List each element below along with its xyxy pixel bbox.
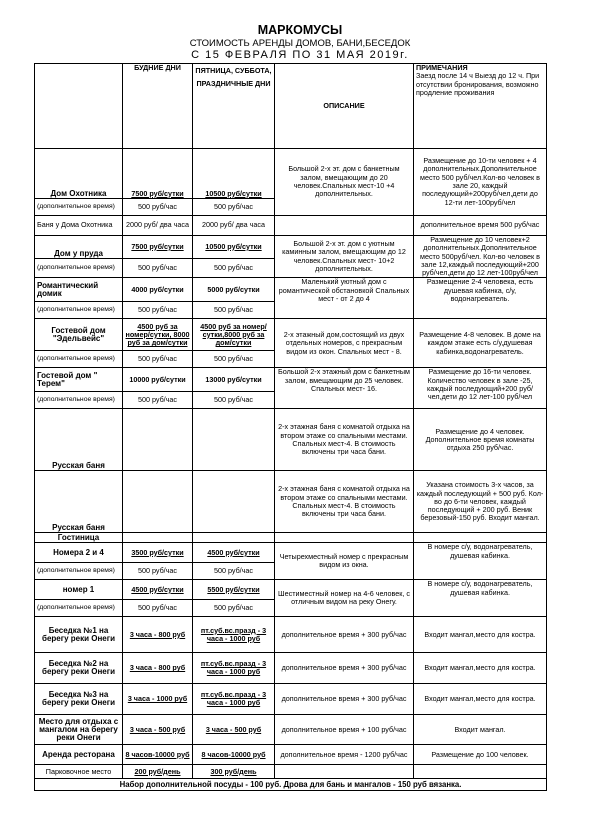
- price-weekend: 5000 руб/сутки: [193, 278, 275, 302]
- price-weekend: 300 руб/день: [193, 765, 275, 779]
- price-weekend: пт.суб.вс.празд - 3 часа - 1000 руб: [193, 684, 275, 715]
- extra-time-label: (дополнительное время): [35, 563, 123, 580]
- row-name: Гостевой дом "Эдельвейс": [35, 319, 123, 351]
- price-weekday-empty: [123, 409, 193, 471]
- row-description: дополнительное время + 300 руб/час: [275, 617, 414, 653]
- extra-time-label: (дополнительное время): [35, 392, 123, 409]
- price-weekday-hour: 500 руб/час: [123, 563, 193, 580]
- row-note: Входит мангал,место для костра.: [414, 653, 547, 684]
- row-description: дополнительное время + 300 руб/час: [275, 653, 414, 684]
- table-row: [35, 278, 547, 302]
- price-weekend-empty: [193, 471, 275, 533]
- price-weekday: 2000 руб/ два часа: [123, 216, 193, 236]
- table-row: [35, 543, 547, 563]
- extra-time-label: (дополнительное время): [35, 600, 123, 617]
- row-name: Беседка №3 на берегу реки Онеги: [35, 684, 123, 715]
- price-weekend-hour: 500 руб/час: [193, 563, 275, 580]
- row-name: Аренда ресторана: [35, 745, 123, 765]
- page-title: МАРКОМУСЫ: [257, 23, 343, 37]
- price-weekend: 2000 руб/ два часа: [193, 216, 275, 236]
- price-table: [34, 63, 547, 791]
- table-row: [35, 580, 547, 600]
- row-name: Номера 2 и 4: [35, 543, 123, 563]
- row-note: Размещение до 100 человек.: [414, 745, 547, 765]
- row-name: Беседка №2 на берегу реки Онеги: [35, 653, 123, 684]
- price-weekday-hour: 500 руб/час: [123, 258, 193, 278]
- table-row: [35, 216, 547, 236]
- table-row: [35, 149, 547, 199]
- price-weekend-hour: 500 руб/час: [193, 600, 275, 617]
- table-row: [35, 745, 547, 765]
- row-note: Размещение до 16-ти человек. Количество человек в зале -25, каждый последующий+200 руб/чел,дети до 12 лет-100 руб/чел: [414, 368, 547, 409]
- row-note: Указана стоимость 3-х часов, за каждый последующий + 500 руб. Кол-во до 6-ти человек, каждый последующий + 200 руб. Веник березовый-150 руб. Входит мангал.: [414, 471, 547, 533]
- table-row: [35, 653, 547, 684]
- row-name: Беседка №1 на берегу реки Онеги: [35, 617, 123, 653]
- row-note: Размещение 2-4 человека, есть душевая кабинка, с/у, водонагреватель.: [414, 278, 547, 319]
- header-weekdays: БУДНИЕ ДНИ: [123, 64, 193, 149]
- row-description: 2-х этажная баня с комнатой отдыха на втором этаже со спальными местами. Спальных мест-4. В стоимость включены три часа бани.: [275, 471, 414, 533]
- price-weekend: 10500 руб/сутки: [193, 149, 275, 199]
- row-name: номер 1: [35, 580, 123, 600]
- table-row: [35, 765, 547, 779]
- price-weekend-hour: 500 руб/час: [193, 302, 275, 319]
- row-description: 2-х этажная баня с комнатой отдыха на втором этаже со спальными местами. Спальных мест-4. В стоимость включены три часа бани.: [275, 409, 414, 471]
- table-row: [35, 368, 547, 392]
- price-weekday: 3 часа - 800 руб: [123, 653, 193, 684]
- price-weekday: 8 часов-10000 руб: [123, 745, 193, 765]
- row-description: Шестиместный номер на 4-6 человек, с отличным видом на реку Онегу.: [275, 580, 414, 617]
- row-description: Большой 2-х этажный дом с банкетным залом, вмещающим до 25 человек. Спальных мест- 16.: [275, 368, 414, 409]
- footer-row: [35, 779, 547, 791]
- price-weekend: пт.суб.вс.празд - 3 часа - 1000 руб: [193, 653, 275, 684]
- price-weekday: 3 часа - 1000 руб: [123, 684, 193, 715]
- price-weekend-hour: 500 руб/час: [193, 199, 275, 216]
- row-note: Размещение 4-8 человек. В доме на каждом этаже есть с/у,душевая кабинка,водонагреватель.: [414, 319, 547, 368]
- row-description: дополнительное время + 100 руб/час: [275, 715, 414, 745]
- extra-time-label: (дополнительное время): [35, 258, 123, 278]
- price-weekend: 13000 руб/сутки: [193, 368, 275, 392]
- row-note: Входит мангал,место для костра.: [414, 684, 547, 715]
- price-weekend: 10500 руб/сутки: [193, 236, 275, 259]
- row-name: Романтический домик: [35, 278, 123, 302]
- table-row: [35, 471, 547, 533]
- price-weekend-empty: [193, 409, 275, 471]
- price-weekday: 3 часа - 800 руб: [123, 617, 193, 653]
- row-note: В номере с/у, водонагреватель, душевая кабинка.: [414, 580, 547, 617]
- price-weekend: 4500 руб/сутки: [193, 543, 275, 563]
- price-weekday: 4000 руб/сутки: [123, 278, 193, 302]
- price-weekday-hour: 500 руб/час: [123, 392, 193, 409]
- header-empty: [35, 64, 123, 149]
- row-note: Размещение до 10-ти человек + 4 дополнительных.Дополнительное место 500 руб/чел.Кол-во человек в зале 20, каждый последующий+200руб/чел,дети до 12-ти лет-100руб/чел: [414, 149, 547, 216]
- price-weekend: 3 часа - 500 руб: [193, 715, 275, 745]
- price-weekday-hour: 500 руб/час: [123, 600, 193, 617]
- extra-time-label: (дополнительное время): [35, 302, 123, 319]
- section-title: Гостиница: [35, 533, 123, 543]
- header-weekend: ПЯТНИЦА, СУББОТА, ПРАЗДНИЧНЫЕ ДНИ: [193, 64, 275, 149]
- price-weekday: 4500 руб за номер/сутки, 8000 руб за дом/сутки: [123, 319, 193, 351]
- row-description: Большой 2-х эт. дом с уютным каминным залом, вмещающим до 12 человек.Спальных мест- 10+2 дополнительных.: [275, 236, 414, 278]
- row-description: Большой 2-х эт. дом с банкетным залом, вмещающим до 20 человек.Спальных мест-10 +4 дополнительных.: [275, 149, 414, 216]
- price-weekday-hour: 500 руб/час: [123, 199, 193, 216]
- footer-text: Набор дополнительной посуды - 100 руб. Дрова для бань и мангалов - 150 руб вязанка.: [35, 779, 547, 791]
- row-description: дополнительное время + 300 руб/час: [275, 684, 414, 715]
- table-row: [35, 715, 547, 745]
- row-note: дополнительное время 500 руб/час: [414, 216, 547, 236]
- row-note: Размещение до 4 человек. Дополнительное время комнаты отдыха 250 руб/час.: [414, 409, 547, 471]
- price-weekday: 10000 руб/сутки: [123, 368, 193, 392]
- row-note: Размещение до 10 человек+2 дополнительных.Дополнительное место 500руб/чел. Кол-во человек в зале 12,каждый последующий+200 руб/чел,дети до 12 лет-100руб/чел: [414, 236, 547, 278]
- row-note: В номере с/у, водонагреватель, душевая кабинка.: [414, 543, 547, 580]
- notes-text: Заезд после 14 ч Выезд до 12 ч. При отсутствии бронирования, возможно продление проживания: [416, 71, 540, 97]
- row-note: Входит мангал,место для костра.: [414, 617, 547, 653]
- price-weekday-hour: 500 руб/час: [123, 351, 193, 368]
- row-name: Место для отдыха с мангалом на берегу реки Онеги: [35, 715, 123, 745]
- table-row: [35, 533, 547, 543]
- price-weekday: 200 руб/день: [123, 765, 193, 779]
- price-weekend: 8 часов-10000 руб: [193, 745, 275, 765]
- price-weekday: 7500 руб/сутки: [123, 236, 193, 259]
- price-weekday: 4500 руб/сутки: [123, 580, 193, 600]
- row-name: Дом у пруда: [35, 236, 123, 259]
- extra-time-label: (дополнительное время): [35, 199, 123, 216]
- row-name: Русская баня: [35, 471, 123, 533]
- row-description: дополнительное время - 1200 руб/час: [275, 745, 414, 765]
- price-weekday: 3500 руб/сутки: [123, 543, 193, 563]
- row-name: Парковочное место: [35, 765, 123, 779]
- price-weekend: 4500 руб за номер/сутки,8000 руб за дом/сутки: [193, 319, 275, 351]
- notes-title: ПРИМЕЧАНИЯ: [416, 63, 468, 72]
- row-description: Маленький уютный дом с романтической обстановкой Спальных мест - от 2 до 4: [275, 278, 414, 319]
- page-subtitle: СТОИМОСТЬ АРЕНДЫ ДОМОВ, БАНИ,БЕСЕДОК: [189, 38, 411, 49]
- price-weekday: 3 часа - 500 руб: [123, 715, 193, 745]
- price-weekend-hour: 500 руб/час: [193, 258, 275, 278]
- row-description: 2-х этажный дом,состоящий из двух отдельных номеров, с прекрасным видом из окон. Спальных мест - 8.: [275, 319, 414, 368]
- row-name: Дом Охотника: [35, 149, 123, 199]
- row-name: Баня у Дома Охотника: [35, 216, 123, 236]
- extra-time-label: (дополнительное время): [35, 351, 123, 368]
- period-line: С 15 ФЕВРАЛЯ ПО 31 МАЯ 2019г.: [191, 49, 409, 61]
- table-row: [35, 236, 547, 259]
- price-weekend: 5500 руб/сутки: [193, 580, 275, 600]
- table-row: [35, 684, 547, 715]
- row-note: Входит мангал.: [414, 715, 547, 745]
- header-notes: [414, 64, 547, 149]
- table-row: [35, 617, 547, 653]
- table-row: [35, 319, 547, 351]
- price-weekday-empty: [123, 471, 193, 533]
- header-row: [35, 64, 547, 149]
- price-weekday-hour: 500 руб/час: [123, 302, 193, 319]
- price-weekday: 7500 руб/сутки: [123, 149, 193, 199]
- price-weekend-hour: 500 руб/час: [193, 351, 275, 368]
- price-weekend: пт.суб.вс.празд - 3 часа - 1000 руб: [193, 617, 275, 653]
- header-description: ОПИСАНИЕ: [275, 64, 414, 149]
- row-name: Гостевой дом " Терем": [35, 368, 123, 392]
- row-name: Русская баня: [35, 409, 123, 471]
- price-weekend-hour: 500 руб/час: [193, 392, 275, 409]
- table-row: [35, 409, 547, 471]
- row-description: Четырехместный номер с прекрасным видом из окна.: [275, 543, 414, 580]
- row-description-empty: [275, 216, 414, 236]
